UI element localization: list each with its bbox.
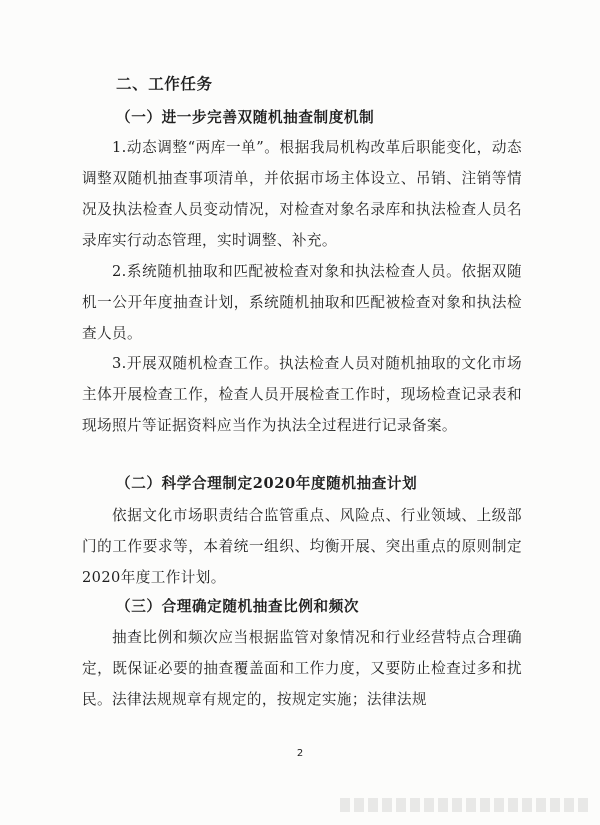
subsection-title-2: （二）科学合理制定2020年度随机抽查计划 [116,475,418,492]
paragraph-2-1: 依据文化市场职责结合监管重点、风险点、行业领域、上级部门的工作要求等，本着统一组织、均衡开展、突出重点的原则制定2020年度工作计划。 [82,507,522,586]
paragraph-1-2: 2.系统随机抽取和匹配被检查对象和执法检查人员。依据双随机一公开年度抽查计划，系统随机抽取和匹配被检查对象和执法检查人员。 [82,263,522,342]
paragraph-1-3: 3.开展双随机检查工作。执法检查人员对随机抽取的文化市场主体开展检查工作，检查人员开展检查工作时，现场检查记录表和现场照片等证据资料应当作为执法全过程进行记录备案。 [82,355,522,434]
paragraph-1-1: 1.动态调整“两库一单”。根据我局机构改革后职能变化，动态调整双随机抽查事项清单，并依据市场主体设立、吊销、注销等情况及执法检查人员变动情况，对检查对象名录库和执法检查人员名录库实行动态管理，实时调整、补充。 [82,139,522,249]
section-title: 二、工作任务 [116,75,213,93]
scan-watermark [340,798,590,812]
paragraph-3-1: 抽查比例和频次应当根据监管对象情况和行业经营特点合理确定，既保证必要的抽查覆盖面和工作力度，又要防止检查过多和扰民。法律法规规章有规定的，按规定实施；法律法规 [82,629,522,708]
page-number: 2 [296,748,304,759]
subsection-title-3: （三）合理确定随机抽查比例和频次 [116,598,360,615]
subsection-title-1: （一）进一步完善双随机抽查制度机制 [116,109,375,126]
